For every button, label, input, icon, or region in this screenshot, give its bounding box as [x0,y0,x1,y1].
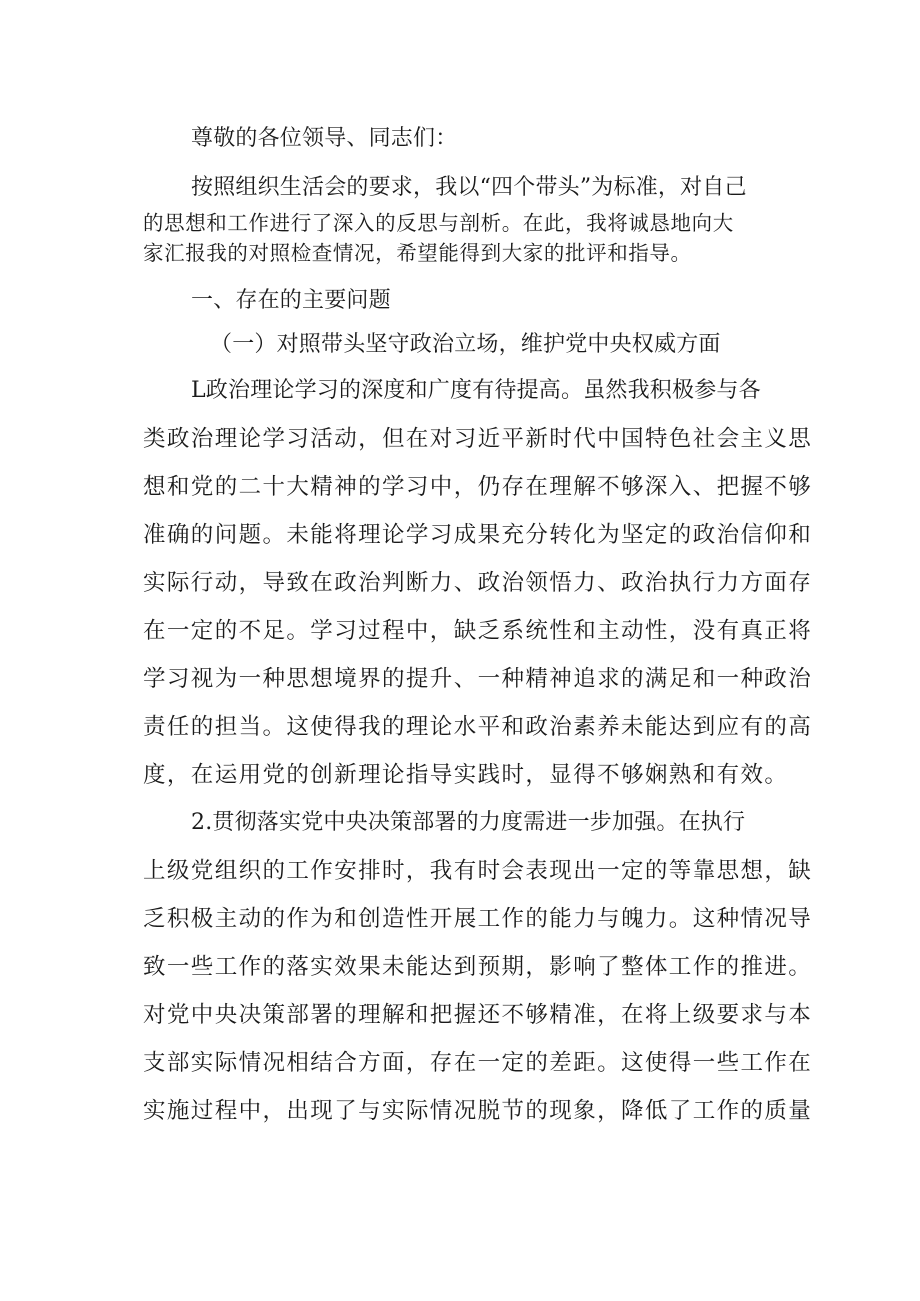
item2-line: 支部实际情况相结合方面，存在一定的差距。这使得一些工作在 [143,1050,813,1076]
section-heading: 一、存在的主要问题 [191,288,391,313]
item1-line: 在一定的不足。学习过程中，缺乏系统性和主动性，没有真正将 [143,618,813,644]
item1-line: L政治理论学习的深度和广度有待提高。虽然我积极参与各 [191,378,761,403]
intro-line: 按照组织生活会的要求，我以“四个带头”为标准，对自己 [191,175,747,200]
intro-line: 的思想和工作进行了深入的反思与剖析。在此，我将诚恳地向大 [143,211,734,235]
item2-line: 乏积极主动的作为和创造性开展工作的能力与魄力。这种情况导 [143,906,813,932]
item1-line: 准确的问题。未能将理论学习成果充分转化为坚定的政治信仰和 [143,522,813,548]
item1-line: 责任的担当。这使得我的理论水平和政治素养未能达到应有的高 [143,714,813,740]
item2-line: 实施过程中，出现了与实际情况脱节的现象，降低了工作的质量 [143,1098,813,1124]
item2-line: 致一些工作的落实效果未能达到预期，影响了整体工作的推进。 [143,954,813,980]
item1-line: 实际行动，导致在政治判断力、政治领悟力、政治执行力方面存 [143,570,813,596]
item1-line: 度，在运用党的创新理论指导实践时，显得不够娴熟和有效。 [143,762,789,788]
item2-line: 对党中央决策部署的理解和把握还不够精准，在将上级要求与本 [143,1002,813,1028]
item2-line: 2.贯彻落实党中央决策部署的力度需进一步加强。在执行 [191,810,746,835]
item2-line: 上级党组织的工作安排时，我有时会表现出一定的等靠思想，缺 [143,858,813,884]
intro-line: 家汇报我的对照检查情况，希望能得到大家的批评和指导。 [143,241,692,265]
item1-line: 学习视为一种思想境界的提升、一种精神追求的满足和一种政治 [143,666,813,692]
item1-line: 想和党的二十大精神的学习中，仍存在理解不够深入、把握不够 [143,474,813,500]
greeting: 尊敬的各位领导、同志们： [191,126,458,151]
item1-line: 类政治理论学习活动，但在对习近平新时代中国特色社会主义思 [143,426,813,452]
subsection-heading: （一）对照带头坚守政治立场，维护党中央权威方面 [210,332,721,357]
